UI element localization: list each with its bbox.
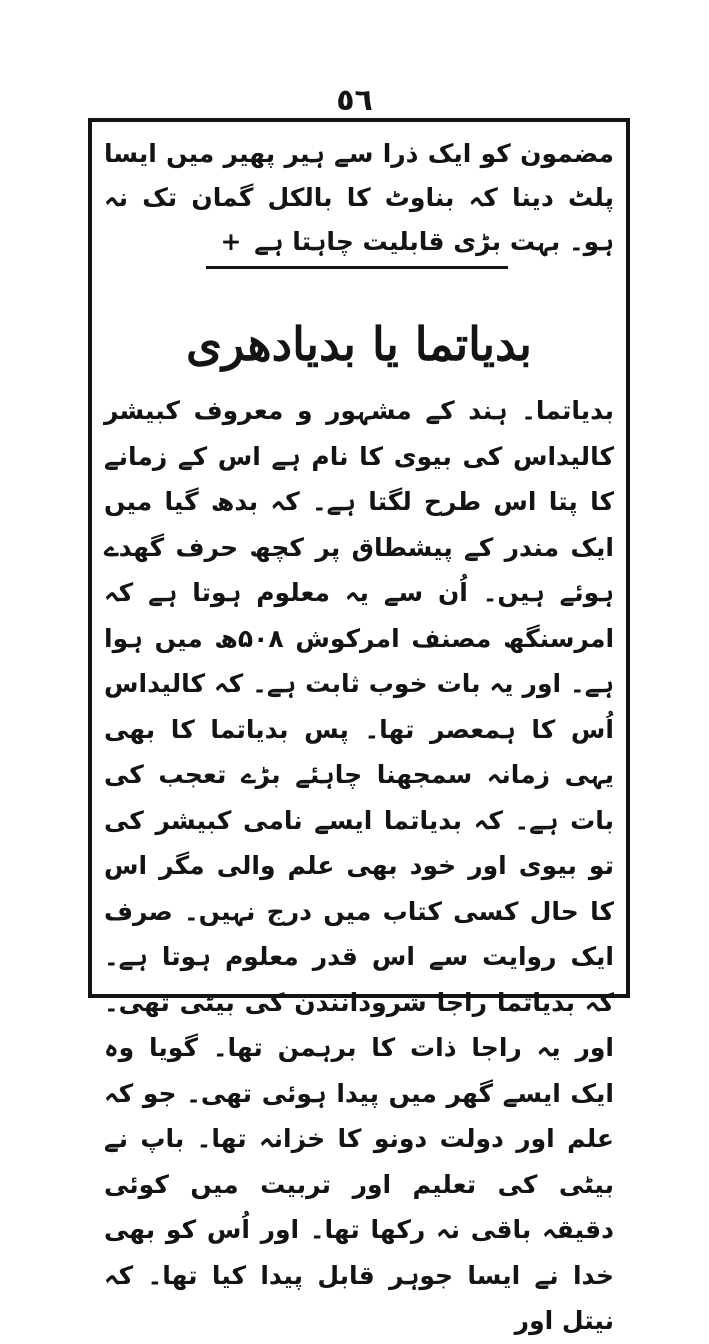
body-paragraph: بدیاتما۔ ہند کے مشہور و معروف کبیشر کالیداس کی بیوی کا نام ہے اس کے زمانے کا پتا اس طرح لگتا ہے۔ کہ بدھ گیا میں ایک مندر کے پیشطاق پر کچھ حرف گھدے ہوئے ہیں۔ اُن سے یہ معلوم ہوتا ہے کہ امرسنگھ مصنف امرکوش ۵۰۸ھ میں ہوا ہے۔ اور یہ بات خوب ثابت ہے۔ کہ کالیداس اُس کا ہمعصر تھا۔ پس بدیاتما کا بھی یہی زمانہ سمجھنا چاہئے بڑے تعجب کی بات ہے۔ کہ بدیاتما ایسے نامی کبیشر کی تو بیوی اور خود بھی علم والی مگر اس کا حال کسی کتاب میں درج نہیں۔ صرف ایک روایت سے اس قدر معلوم ہوتا ہے۔ کہ بدیاتما راجا شرودانندن کی بیٹی تھی۔ اور یہ راجا ذات کا برہمن تھا۔ گویا وہ ایک ایسے گھر میں پیدا ہوئی تھی۔ جو کہ علم اور دولت دونو کا خزانہ تھا۔ باپ نے بیٹی کی تعلیم اور تربیت میں کوئی دقیقہ باقی نہ رکھا تھا۔ اور اُس کو بھی خدا نے ایسا جوہر قابل پیدا کیا تھا۔ کہ نیتل اور [104,396,615,1335]
article-title: بدیاتما یا بدیادھری [186,317,532,371]
intro-sentence: مضمون کو ایک ذرا سے ہیر پھیر میں ایسا پلٹ دینا کہ بناوٹ کا بالکل گمان تک نہ ہو۔ بہت بڑی قابلیت چاہتا ہے [104,139,614,256]
intro-paragraph [104,132,614,264]
page-number: ٥٦ [336,83,373,118]
end-mark: + [220,227,242,256]
intro-text [104,132,614,264]
section-divider [206,266,508,269]
page-frame [88,118,630,1335]
article-body [104,388,614,1344]
